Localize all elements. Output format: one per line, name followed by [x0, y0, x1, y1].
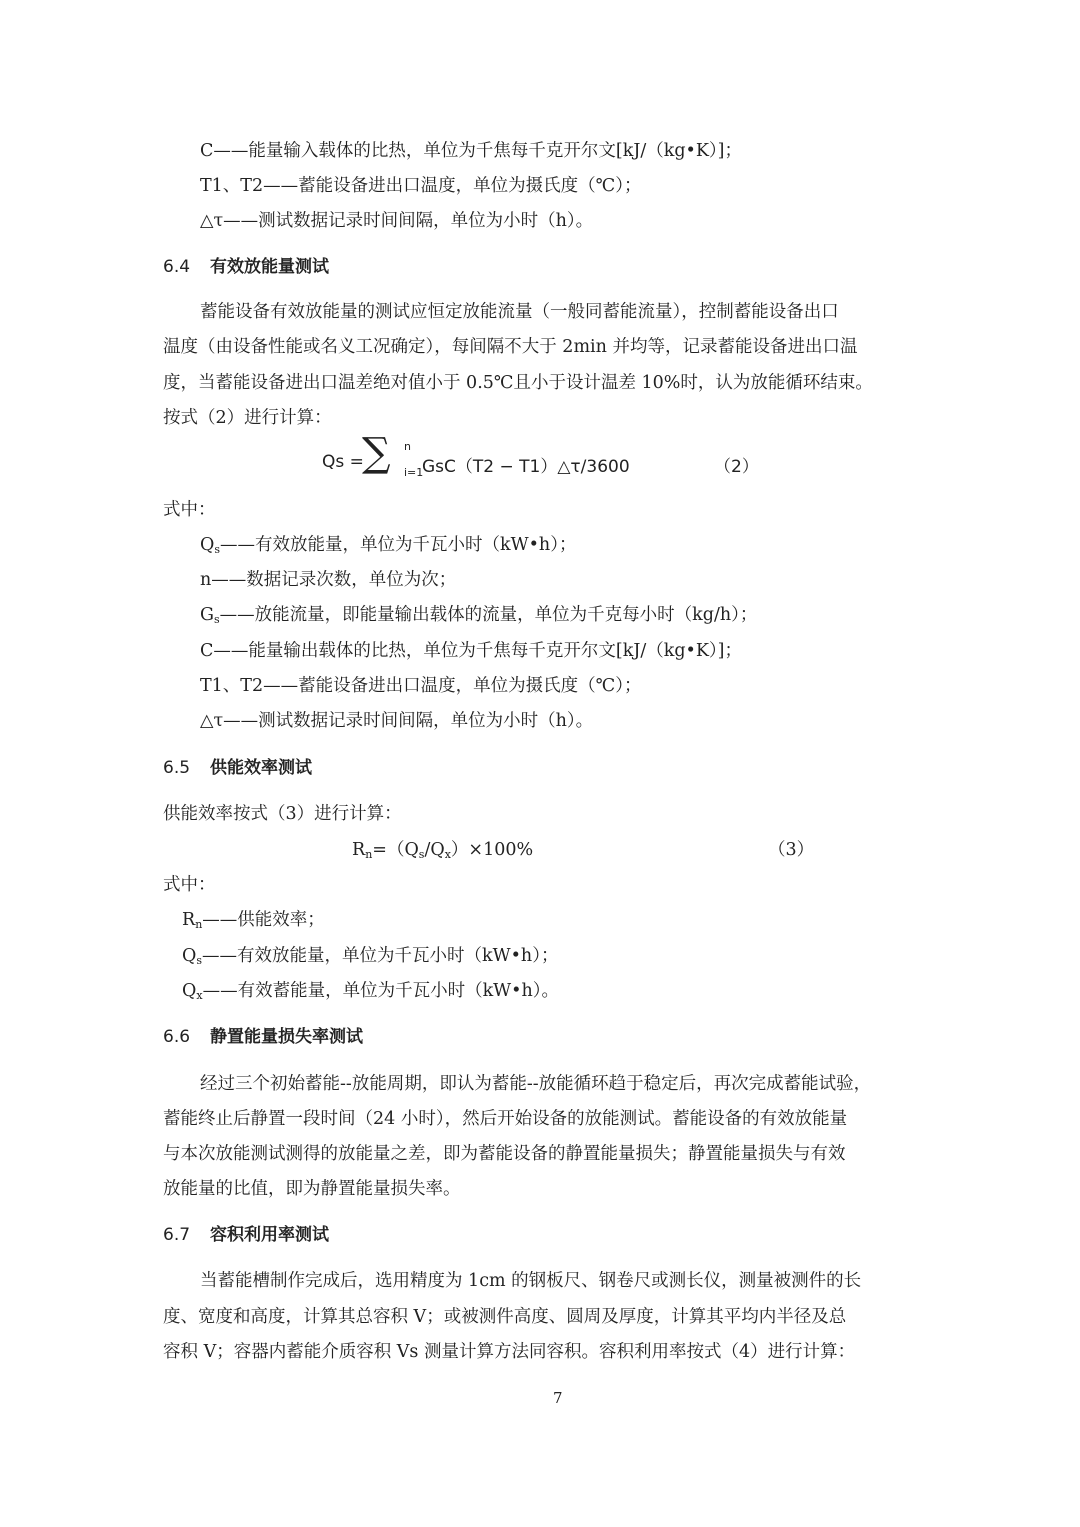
tau-definition: △τ——测试数据记录时间间隔，单位为小时（h）。 — [200, 211, 594, 231]
formula-body: GsC（T2 − T1）△τ/3600 — [422, 457, 630, 477]
formula-number: （2） — [714, 457, 759, 477]
c-output-definition: C——能量输出载体的比热，单位为千焦每千克开尔文[kJ/（kg•K）]； — [200, 641, 743, 661]
section-6-6-heading — [163, 1024, 363, 1050]
paragraph-line: 度，当蓄能设备进出口温差绝对值小于 0.5℃且小于设计温差 10%时，认为放能循环结束。 — [163, 373, 873, 393]
gs-definition: $G_s——$放能流量，即能量输出载体的流量，单位为千克每小时（kg/h）； — [200, 605, 758, 626]
section-title: 静置能量损失率测试 — [210, 1027, 363, 1047]
formula-lhs: Qs = — [322, 452, 364, 472]
paragraph-line: 容积 V；容器内蓄能介质容积 Vs 测量计算方法同容积。容积利用率按式（4）进行计算： — [163, 1342, 856, 1362]
section-title: 有效放能量测试 — [210, 257, 329, 277]
paragraph-line: 按式（2）进行计算： — [163, 408, 332, 428]
where-label: 式中： — [163, 500, 216, 520]
paragraph-line: 放能量的比值，即为静置能量损失率。 — [163, 1179, 461, 1199]
qs-definition: $Q_s——$有效放能量，单位为千瓦小时（kW•h）； — [200, 535, 577, 556]
qs-definition: $Q_s——$有效放能量，单位为千瓦小时（kW•h）； — [182, 946, 559, 967]
page-number: 7 — [553, 1389, 563, 1407]
paragraph-line: 当蓄能槽制作完成后，选用精度为 1cm 的钢板尺、钢卷尺或测长仪，测量被测件的长 — [200, 1271, 862, 1291]
section-number: 6.6 — [163, 1027, 191, 1047]
formula-intro: 供能效率按式（3）进行计算： — [163, 804, 402, 824]
formula-number: （3） — [768, 840, 815, 860]
paragraph-line: 温度（由设备性能或名义工况确定），每间隔不大于 2min 并均等，记录蓄能设备进出口温 — [163, 337, 858, 357]
paragraph-line: 蓄能终止后静置一段时间（24 小时），然后开始设备的放能测试。蓄能设备的有效放能量 — [163, 1109, 848, 1129]
rn-definition: $R_n——$供能效率； — [182, 910, 325, 931]
qx-definition: $Q_x——$有效蓄能量，单位为千瓦小时（kW•h）。 — [182, 981, 560, 1002]
n-definition: n——数据记录次数，单位为次； — [200, 570, 457, 590]
where-label: 式中： — [163, 875, 216, 895]
sum-upper-limit: n — [404, 440, 411, 453]
paragraph-line: 蓄能设备有效放能量的测试应恒定放能流量（一般同蓄能流量），控制蓄能设备出口 — [200, 302, 839, 322]
formula-2 — [322, 430, 782, 492]
tau-definition: △τ——测试数据记录时间间隔，单位为小时（h）。 — [200, 711, 594, 731]
c-input-definition: C——能量输入载体的比热，单位为千焦每千克开尔文[kJ/（kg•K）]； — [200, 141, 743, 161]
paragraph-line: 与本次放能测试测得的放能量之差，即为蓄能设备的静置能量损失；静置能量损失与有效 — [163, 1144, 846, 1164]
sum-lower-limit: i=1 — [404, 466, 424, 479]
t-definition: T1、T2——蓄能设备进出口温度，单位为摄氏度（℃）； — [200, 176, 642, 196]
formula-3: $R_n=(Q_s/Q_x)\times 100\%$ — [352, 840, 534, 861]
section-6-7-heading — [163, 1222, 329, 1248]
section-title: 容积利用率测试 — [210, 1225, 329, 1245]
section-title: 供能效率测试 — [210, 758, 312, 778]
section-number: 6.4 — [163, 257, 191, 277]
sigma-symbol: ∑ — [362, 430, 391, 476]
section-6-5-heading — [163, 755, 312, 781]
section-number: 6.5 — [163, 758, 191, 778]
section-6-4-heading — [163, 254, 329, 280]
section-number: 6.7 — [163, 1225, 191, 1245]
paragraph-line: 经过三个初始蓄能--放能周期，即认为蓄能--放能循环趋于稳定后，再次完成蓄能试验， — [200, 1074, 872, 1094]
t-definition: T1、T2——蓄能设备进出口温度，单位为摄氏度（℃）； — [200, 676, 642, 696]
paragraph-line: 度、宽度和高度，计算其总容积 V；或被测件高度、圆周及厚度，计算其平均内半径及总 — [163, 1307, 847, 1327]
